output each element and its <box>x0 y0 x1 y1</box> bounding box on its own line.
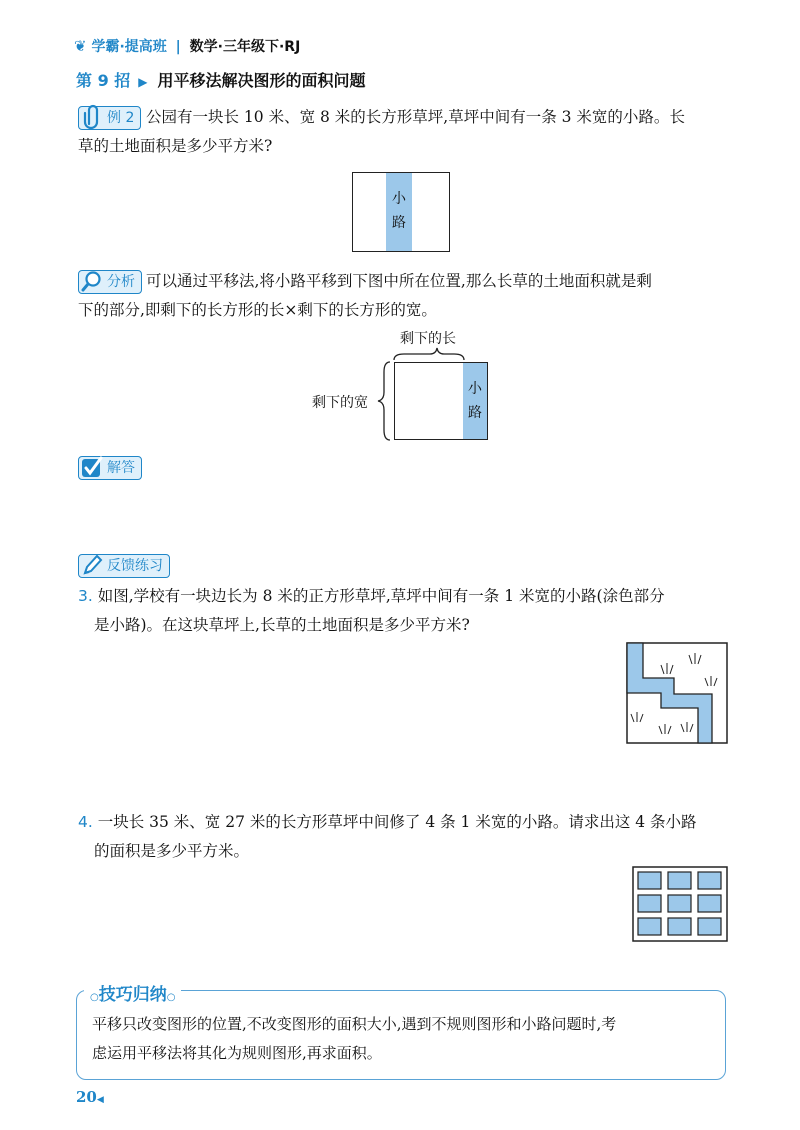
leaf-icon: ❦ <box>74 37 87 55</box>
lawn-plots <box>638 872 721 935</box>
section-title <box>76 68 366 91</box>
running-header <box>74 36 300 58</box>
series-brand: 学霸·提高班 <box>91 39 167 55</box>
practice-badge-label: 反馈练习 <box>107 558 163 574</box>
example-badge-label: 例 2 <box>107 110 135 126</box>
triangle-right-icon: ▶ <box>138 75 148 89</box>
remaining-width-label: 剩下的宽 <box>312 395 368 411</box>
answer-badge <box>78 456 142 480</box>
question-4-line-1 <box>78 808 738 837</box>
subject-label: 数学·三年级下·RJ <box>189 39 301 55</box>
square-lawn-figure <box>626 642 728 744</box>
summary-line-1: 平移只改变图形的位置,不改变图形的面积大小,遇到不规则图形和小路问题时,考 <box>92 1015 617 1033</box>
remaining-length-label: 剩下的长 <box>400 331 456 347</box>
analysis-line-1: 可以通过平移法,将小路平移到下图中所在位置,那么长草的土地面积就是剩 <box>146 272 652 290</box>
example-line-2: 草的土地面积是多少平方米? <box>78 137 273 155</box>
question-4-number: 4. <box>78 813 93 831</box>
translated-path-char-1: 小 <box>468 381 482 397</box>
trick-number: 第 9 招 <box>76 71 131 90</box>
answer-badge-label: 解答 <box>107 460 135 476</box>
example-badge <box>78 106 141 130</box>
path-label-char-1: 小 <box>392 191 406 207</box>
pencil-icon <box>81 552 103 578</box>
translated-path-char-2: 路 <box>468 405 482 421</box>
page-number: 20◀ <box>76 1088 104 1106</box>
question-4-text-1: 一块长 35 米、宽 27 米的长方形草坪中间修了 4 条 1 米宽的小路。请求出这 4 条小路 <box>97 813 697 831</box>
question-4-line-2: 的面积是多少平方米。 <box>94 842 250 860</box>
path-strip <box>386 173 412 251</box>
question-3-line-1 <box>78 582 738 611</box>
checkmark-icon <box>81 454 103 480</box>
grid-lawn-figure <box>632 866 728 942</box>
magnifier-icon <box>81 268 103 294</box>
analysis-badge-label: 分析 <box>107 274 135 290</box>
example-line-1: 公园有一块长 10 米、宽 8 米的长方形草坪,草坪中间有一条 3 米宽的小路。长 <box>146 108 685 126</box>
length-brace <box>378 346 478 362</box>
summary-title: ○技巧归纳○ <box>84 980 181 1005</box>
question-3-number: 3. <box>78 587 93 605</box>
practice-badge <box>78 554 170 578</box>
header-separator: | <box>175 39 181 55</box>
trick-title: 用平移法解决图形的面积问题 <box>157 71 366 90</box>
translated-path-strip <box>463 363 487 439</box>
translated-lawn-figure <box>394 362 488 440</box>
summary-text <box>92 1010 714 1068</box>
lawn-rectangle-figure <box>352 172 450 252</box>
path-label-char-2: 路 <box>392 215 406 231</box>
analysis-line-2: 下的部分,即剩下的长方形的长×剩下的长方形的宽。 <box>78 301 437 319</box>
width-brace <box>376 360 392 442</box>
summary-line-2: 虑运用平移法将其化为规则图形,再求面积。 <box>92 1044 382 1062</box>
analysis-badge <box>78 270 142 294</box>
question-3-line-2: 是小路)。在这块草坪上,长草的土地面积是多少平方米? <box>94 616 470 634</box>
paperclip-icon <box>81 104 103 130</box>
question-3-text-1: 如图,学校有一块边长为 8 米的正方形草坪,草坪中间有一条 1 米宽的小路(涂色部分 <box>97 587 665 605</box>
